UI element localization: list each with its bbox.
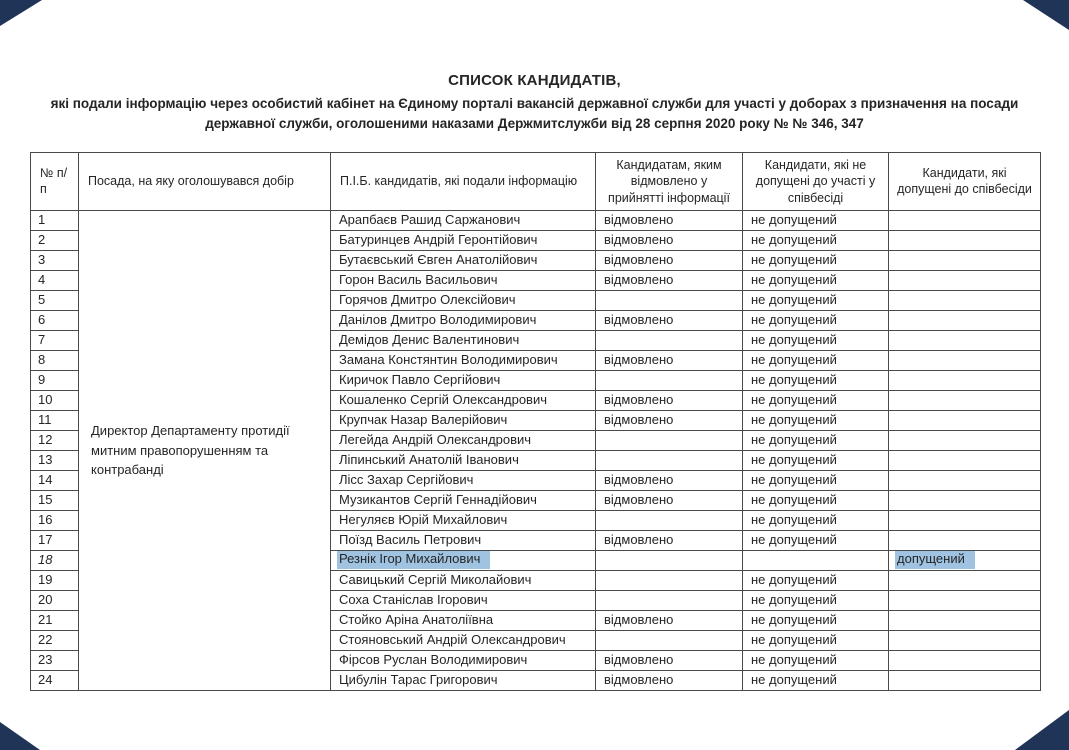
admitted-status: [889, 550, 1041, 570]
header-row-number: № п/п: [31, 153, 79, 211]
table-header-row: [31, 153, 1041, 211]
refused-status: [596, 550, 743, 570]
refused-status: відмовлено: [596, 390, 743, 410]
admitted-status: [889, 290, 1041, 310]
header-not-admitted: Кандидати, які не допущені до участі у співбесіді: [743, 153, 889, 211]
refused-status: [596, 290, 743, 310]
corner-triangle-top-right: [1023, 0, 1069, 30]
refused-status: відмовлено: [596, 270, 743, 290]
row-number: 12: [31, 430, 79, 450]
not-admitted-status: не допущений: [743, 230, 889, 250]
candidate-name-cell: Соха Станіслав Ігорович: [331, 590, 596, 610]
row-number: 14: [31, 470, 79, 490]
admitted-status: [889, 590, 1041, 610]
row-number: 5: [31, 290, 79, 310]
not-admitted-status: не допущений: [743, 330, 889, 350]
candidate-name-cell: Горячов Дмитро Олексійович: [331, 290, 596, 310]
refused-status: [596, 630, 743, 650]
admitted-status: [889, 370, 1041, 390]
admitted-status: [889, 490, 1041, 510]
refused-status: відмовлено: [596, 530, 743, 550]
row-number: 2: [31, 230, 79, 250]
admitted-status: [889, 450, 1041, 470]
refused-status: відмовлено: [596, 410, 743, 430]
row-number: 9: [31, 370, 79, 390]
candidate-name-cell: Демідов Денис Валентинович: [331, 330, 596, 350]
row-number: 11: [31, 410, 79, 430]
candidate-name-cell: Легейда Андрій Олександрович: [331, 430, 596, 450]
page-subtitle-line2: державної служби, оголошеними наказами Держмитслужби від 28 серпня 2020 року № № 346, 347: [205, 116, 864, 131]
candidates-table: [30, 152, 1041, 691]
candidate-name-cell: Цибулін Тарас Григорович: [331, 670, 596, 690]
row-number: 13: [31, 450, 79, 470]
row-number: 18: [31, 550, 79, 570]
page-subtitle-line1: які подали інформацію через особистий кабінет на Єдиному порталі вакансій державної служби для участі у доборах з призначення на посади: [50, 96, 1019, 111]
refused-status: [596, 510, 743, 530]
not-admitted-status: не допущений: [743, 570, 889, 590]
admitted-status: [889, 610, 1041, 630]
not-admitted-status: не допущений: [743, 370, 889, 390]
not-admitted-status: не допущений: [743, 310, 889, 330]
admitted-status: [889, 390, 1041, 410]
refused-status: [596, 430, 743, 450]
admitted-status: [889, 330, 1041, 350]
candidate-name-cell: [331, 550, 596, 570]
refused-status: відмовлено: [596, 490, 743, 510]
row-number: 17: [31, 530, 79, 550]
refused-status: відмовлено: [596, 610, 743, 630]
refused-status: [596, 330, 743, 350]
row-number: 21: [31, 610, 79, 630]
admitted-status: [889, 670, 1041, 690]
row-number: 15: [31, 490, 79, 510]
row-number: 24: [31, 670, 79, 690]
admitted-status: [889, 230, 1041, 250]
admitted-status: [889, 250, 1041, 270]
row-number: 23: [31, 650, 79, 670]
candidate-name-cell: Негуляєв Юрій Михайлович: [331, 510, 596, 530]
table-row: [31, 210, 1041, 230]
not-admitted-status: не допущений: [743, 430, 889, 450]
refused-status: відмовлено: [596, 650, 743, 670]
corner-triangle-bottom-left: [0, 722, 40, 750]
candidate-name-cell: Кошаленко Сергій Олександрович: [331, 390, 596, 410]
admitted-status: [889, 650, 1041, 670]
candidate-name-cell: Музикантов Сергій Геннадійович: [331, 490, 596, 510]
not-admitted-status: не допущений: [743, 270, 889, 290]
not-admitted-status: не допущений: [743, 410, 889, 430]
not-admitted-status: [743, 550, 889, 570]
admitted-status: [889, 530, 1041, 550]
not-admitted-status: не допущений: [743, 510, 889, 530]
highlighted-admitted-status: допущений: [895, 551, 975, 569]
not-admitted-status: не допущений: [743, 630, 889, 650]
not-admitted-status: не допущений: [743, 590, 889, 610]
not-admitted-status: не допущений: [743, 210, 889, 230]
row-number: 6: [31, 310, 79, 330]
refused-status: відмовлено: [596, 250, 743, 270]
position-cell: Директор Департаменту протидії митним правопорушенням та контрабанді: [79, 210, 331, 690]
candidate-name-cell: Замана Констянтин Володимирович: [331, 350, 596, 370]
admitted-status: [889, 270, 1041, 290]
candidate-name-cell: Крупчак Назар Валерійович: [331, 410, 596, 430]
not-admitted-status: не допущений: [743, 390, 889, 410]
row-number: 8: [31, 350, 79, 370]
corner-triangle-bottom-right: [1015, 710, 1069, 750]
page-title: СПИСОК КАНДИДАТІВ,: [448, 72, 621, 89]
header-position: Посада, на яку оголошувався добір: [79, 153, 331, 211]
admitted-status: [889, 630, 1041, 650]
row-number: 19: [31, 570, 79, 590]
refused-status: відмовлено: [596, 210, 743, 230]
candidate-name-cell: Горон Василь Васильович: [331, 270, 596, 290]
row-number: 3: [31, 250, 79, 270]
candidate-name-cell: Лісс Захар Сергійович: [331, 470, 596, 490]
candidate-name-cell: Бутаєвський Євген Анатолійович: [331, 250, 596, 270]
candidate-name-cell: Арапбаєв Рашид Саржанович: [331, 210, 596, 230]
candidate-name-cell: Савицький Сергій Миколайович: [331, 570, 596, 590]
header-admitted: Кандидати, які допущені до співбесіди: [889, 153, 1041, 211]
admitted-status: [889, 310, 1041, 330]
admitted-status: [889, 430, 1041, 450]
refused-status: відмовлено: [596, 670, 743, 690]
admitted-status: [889, 350, 1041, 370]
not-admitted-status: не допущений: [743, 290, 889, 310]
candidate-name-cell: Ліпинський Анатолій Іванович: [331, 450, 596, 470]
admitted-status: [889, 510, 1041, 530]
not-admitted-status: не допущений: [743, 490, 889, 510]
candidate-name-cell: Батуринцев Андрій Геронтійович: [331, 230, 596, 250]
row-number: 4: [31, 270, 79, 290]
not-admitted-status: не допущений: [743, 470, 889, 490]
not-admitted-status: не допущений: [743, 450, 889, 470]
not-admitted-status: не допущений: [743, 650, 889, 670]
row-number: 10: [31, 390, 79, 410]
document-title-block: [0, 72, 1069, 131]
row-number: 22: [31, 630, 79, 650]
header-candidate-name: П.І.Б. кандидатів, які подали інформацію: [331, 153, 596, 211]
admitted-status: [889, 410, 1041, 430]
refused-status: [596, 590, 743, 610]
candidate-name-cell: Стояновський Андрій Олександрович: [331, 630, 596, 650]
admitted-status: [889, 470, 1041, 490]
admitted-status: [889, 210, 1041, 230]
not-admitted-status: не допущений: [743, 250, 889, 270]
refused-status: [596, 370, 743, 390]
candidate-name-cell: Киричок Павло Сергійович: [331, 370, 596, 390]
corner-triangle-top-left: [0, 0, 42, 26]
row-number: 7: [31, 330, 79, 350]
not-admitted-status: не допущений: [743, 350, 889, 370]
candidate-name-cell: Фірсов Руслан Володимирович: [331, 650, 596, 670]
admitted-status: [889, 570, 1041, 590]
header-refused: Кандидатам, яким відмовлено у прийнятті інформації: [596, 153, 743, 211]
highlighted-candidate-name: Резнік Ігор Михайлович: [337, 551, 490, 569]
refused-status: [596, 570, 743, 590]
not-admitted-status: не допущений: [743, 610, 889, 630]
row-number: 1: [31, 210, 79, 230]
refused-status: [596, 450, 743, 470]
candidate-name-cell: Поїзд Василь Петрович: [331, 530, 596, 550]
refused-status: відмовлено: [596, 310, 743, 330]
row-number: 16: [31, 510, 79, 530]
row-number: 20: [31, 590, 79, 610]
refused-status: відмовлено: [596, 470, 743, 490]
candidate-name-cell: Данілов Дмитро Володимирович: [331, 310, 596, 330]
not-admitted-status: не допущений: [743, 530, 889, 550]
refused-status: відмовлено: [596, 230, 743, 250]
not-admitted-status: не допущений: [743, 670, 889, 690]
candidate-name-cell: Стойко Аріна Анатоліївна: [331, 610, 596, 630]
refused-status: відмовлено: [596, 350, 743, 370]
